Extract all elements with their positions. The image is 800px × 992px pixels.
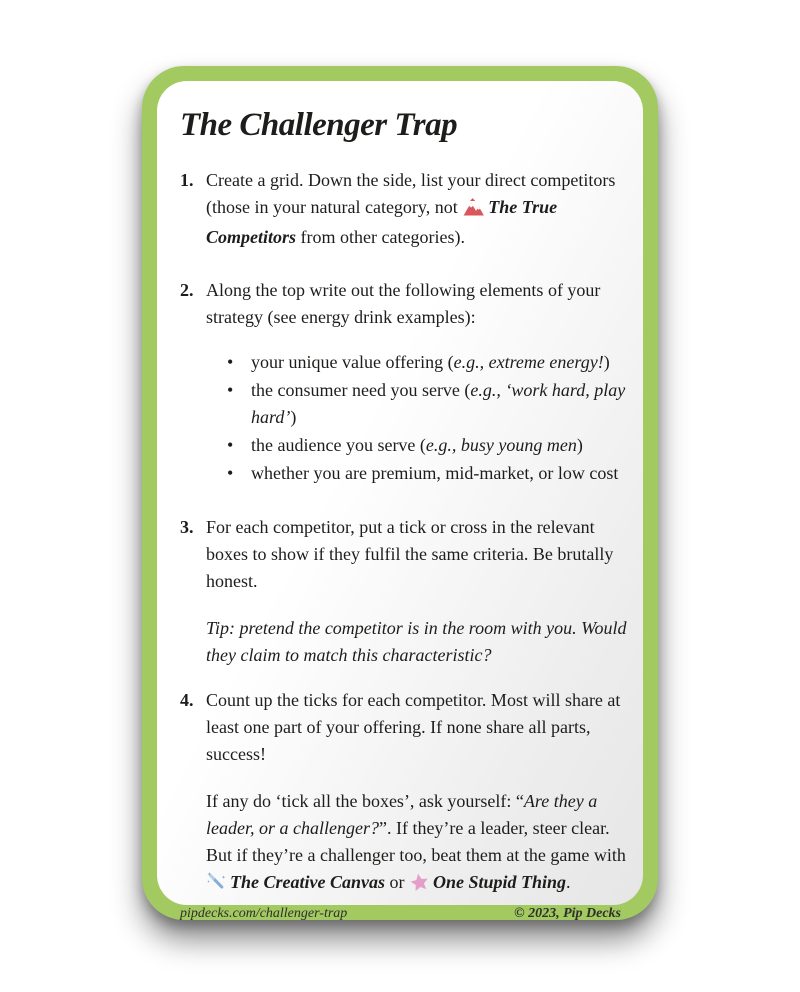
closing-text-mid: ”. If they’re a leader, steer clear. But if they’re a challenger too, beat them at the game with	[206, 818, 626, 865]
closing-text-pre: If any do ‘tick all the boxes’, ask yourself: “	[206, 791, 524, 811]
card-face	[157, 81, 643, 921]
step-number: 4.	[180, 690, 194, 710]
tactic-card	[142, 66, 658, 920]
bullet-item	[227, 349, 635, 376]
bullet-marker: •	[227, 463, 234, 483]
step-3	[180, 514, 635, 595]
closing-text-end: .	[566, 872, 571, 892]
card-reference-one-stupid-thing: One Stupid Thing	[433, 872, 567, 892]
card-footer	[180, 899, 635, 925]
step-2	[180, 277, 635, 331]
mountain-icon	[463, 197, 484, 224]
step-text	[206, 167, 635, 251]
step-text: For each competitor, put a tick or cross in the relevant boxes to show if they fulfil the same criteria. Be brutally honest.	[206, 517, 614, 591]
magic-wand-icon	[207, 872, 226, 899]
star-icon	[410, 872, 429, 899]
bullet-item	[227, 460, 635, 487]
bullet-item	[227, 432, 635, 459]
bullet-text: the audience you serve (e.g., busy young men)	[251, 435, 583, 455]
step-number: 1.	[180, 170, 194, 190]
step-text: Along the top write out the following elements of your strategy (see energy drink examples):	[206, 280, 601, 327]
closing-text-or: or	[385, 872, 409, 892]
card-reference-creative-canvas: The Creative Canvas	[230, 872, 385, 892]
card-reference-true-competitors: The True Competitors	[206, 197, 558, 247]
step-1-text-post: from other categories).	[296, 227, 465, 247]
footer-copyright: © 2023, Pip Decks	[514, 906, 621, 921]
bullet-text: whether you are premium, mid-market, or low cost	[251, 463, 619, 483]
bullet-marker: •	[227, 435, 234, 455]
strategy-bullet-list	[227, 349, 635, 488]
card-title: The Challenger Trap	[180, 107, 458, 143]
bullet-text: your unique value offering (e.g., extreme energy!)	[251, 352, 610, 372]
step-text: Count up the ticks for each competitor. Most will share at least one part of your offering. If none share all parts, success!	[206, 690, 621, 764]
closing-paragraph	[206, 788, 635, 899]
step-1	[180, 167, 635, 251]
tip-text: Tip: pretend the competitor is in the room with you. Would they claim to match this characteristic?	[206, 618, 627, 665]
step-number: 2.	[180, 280, 194, 300]
bullet-marker: •	[227, 380, 234, 400]
step-1-text-pre: Create a grid. Down the side, list your direct competitors (those in your natural category, not	[206, 170, 616, 217]
bullet-marker: •	[227, 352, 234, 372]
closing-question: Are they a leader, or a challenger?	[206, 791, 598, 838]
step-4	[180, 687, 635, 768]
footer-url: pipdecks.com/challenger-trap	[180, 906, 348, 921]
step-number: 3.	[180, 517, 194, 537]
bullet-text: the consumer need you serve (e.g., ‘work hard, play hard’)	[251, 380, 626, 427]
bullet-item	[227, 377, 635, 431]
